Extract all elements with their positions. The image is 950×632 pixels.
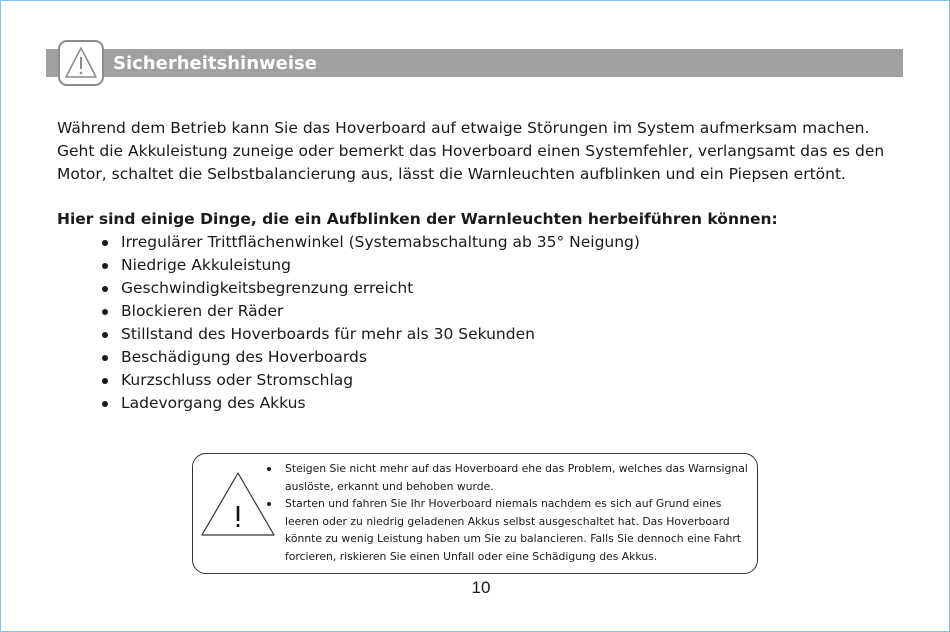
warning-triangle-icon <box>58 40 104 86</box>
causes-heading: Hier sind einige Dinge, die ein Aufblinken der Warnleuchten herbeiführen können: <box>57 210 778 228</box>
list-item: Stillstand des Hoverboards für mehr als 30 Sekunden <box>100 323 640 346</box>
list-item: Niedrige Akkuleistung <box>100 254 640 277</box>
list-item: Irregulärer Trittflächenwinkel (Systemabschaltung ab 35° Neigung) <box>100 231 640 254</box>
list-item: Steigen Sie nicht mehr auf das Hoverboard ehe das Problem, welches das Warnsignal auslöste, erkannt und behoben wurde. <box>263 460 751 495</box>
intro-paragraph: Während dem Betrieb kann Sie das Hoverboard auf etwaige Störungen im System aufmerksam machen. Geht die Akkuleistung zuneige oder bemerkt das Hoverboard einen Systemfehler, verlangsamt das es den Motor, schaltet die Selbstbalancierung aus, lässt die Warnleuchten aufblinken und ein Piepsen ertönt. <box>57 119 885 183</box>
list-item: Beschädigung des Hoverboards <box>100 346 640 369</box>
causes-list <box>100 231 640 415</box>
section-title: Sicherheitshinweise <box>113 53 317 74</box>
warning-box <box>192 453 758 574</box>
list-item: Blockieren der Räder <box>100 300 640 323</box>
warning-list <box>263 460 751 565</box>
page-number: 10 <box>471 578 491 597</box>
list-item: Starten und fahren Sie Ihr Hoverboard niemals nachdem es sich auf Grund eines leeren oder zu niedrig geladenen Akkus selbst ausgeschaltet hat. Das Hoverboard könnte zu wenig Leistung haben um Sie zu balancieren. Falls Sie dennoch eine Fahrt forcieren, riskieren Sie einen Unfall oder eine Schädigung des Akkus. <box>263 495 751 565</box>
list-item: Ladevorgang des Akkus <box>100 392 640 415</box>
list-item: Geschwindigkeitsbegrenzung erreicht <box>100 277 640 300</box>
list-item: Kurzschluss oder Stromschlag <box>100 369 640 392</box>
